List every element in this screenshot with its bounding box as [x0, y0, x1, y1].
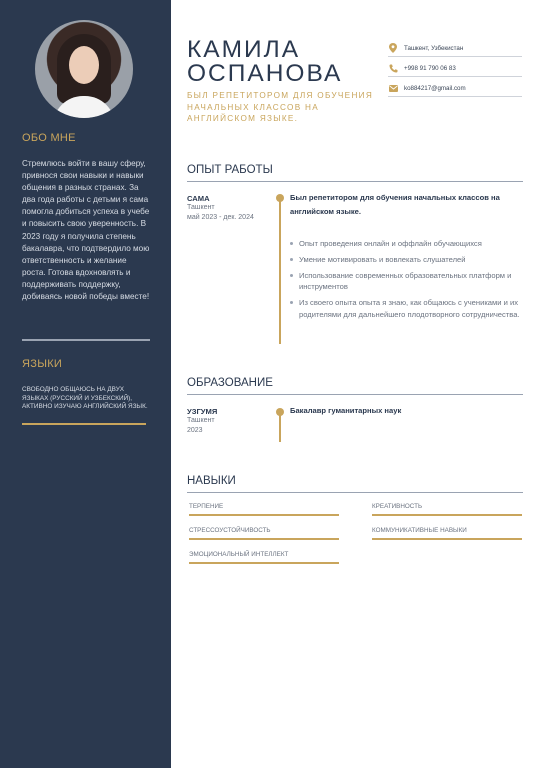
job-company: САМА — [187, 194, 210, 203]
skill-label: СТРЕССОУСТОЙЧИВОСТЬ — [189, 527, 271, 534]
email-text[interactable]: ko884217@gmail.com — [404, 84, 466, 92]
envelope-icon — [388, 83, 398, 93]
skill-bar — [372, 514, 522, 516]
languages-text: СВОБОДНО ОБЩАЮСЬ НА ДВУХ ЯЗЫКАХ (РУССКИЙ И УЗБЕКСКИЙ), АКТИВНО ИЗУЧАЮ АНГЛИЙСКИЙ ЯЗЫК. — [22, 386, 148, 411]
experience-divider — [187, 181, 523, 182]
skill-item — [189, 551, 339, 564]
education-city: Ташкент — [187, 417, 215, 424]
phone-icon — [388, 63, 398, 73]
about-text: Стремлюсь войти в вашу сферу, привнося свои навыки и навыки общения в разных странах. За два года работы с детьми я сама помогла добиться успеха в учебе и повысить свою уверенность. В 2023 году я получила степень бакалавра, что подтвердило мою ответственность и желание роста. Готова вдохновлять и поддерживать поддержку, добиваясь новой победы вместе! — [22, 159, 150, 302]
contact-email — [388, 80, 522, 97]
experience-timeline-dot — [276, 194, 284, 202]
skill-item — [372, 527, 522, 540]
contact-location — [388, 40, 522, 57]
education-heading: ОБРАЗОВАНИЕ — [187, 377, 273, 389]
languages-heading: ЯЗЫКИ — [22, 358, 63, 370]
phone-text[interactable]: +998 91 790 06 83 — [404, 64, 456, 72]
experience-heading: ОПЫТ РАБОТЫ — [187, 164, 273, 176]
list-item: Из своего опыта опыта я знаю, как общаюсь с учениками и их родителями для дальнейшего плодотворного сотрудничества. — [290, 297, 526, 321]
list-item: Опыт проведения онлайн и оффлайн обучающихся — [290, 238, 526, 250]
skills-divider — [187, 492, 523, 493]
job-dates: май 2023 - дек. 2024 — [187, 214, 254, 221]
sidebar-divider — [22, 339, 150, 341]
skill-bar — [189, 538, 339, 540]
skill-label: ТЕРПЕНИЕ — [189, 503, 224, 510]
avatar — [35, 20, 133, 118]
experience-timeline — [279, 196, 281, 344]
skill-item — [189, 527, 339, 540]
skills-heading: НАВЫКИ — [187, 475, 236, 487]
location-pin-icon — [388, 43, 398, 53]
education-school: УЗГУМЯ — [187, 407, 218, 416]
list-item: Умение мотивировать и вовлекать слушателей — [290, 254, 526, 266]
skill-bar — [372, 538, 522, 540]
skill-label: КРЕАТИВНОСТЬ — [372, 503, 423, 510]
avatar-face — [69, 46, 99, 84]
education-timeline-dot — [276, 408, 284, 416]
education-divider — [187, 394, 523, 395]
headline: БЫЛ РЕПЕТИТОРОМ ДЛЯ ОБУЧЕНИЯ НАЧАЛЬНЫХ КЛАССОВ НА АНГЛИЙСКОМ ЯЗЫКЕ. — [187, 91, 374, 123]
education-year: 2023 — [187, 427, 203, 434]
skill-bar — [189, 514, 339, 516]
full-name — [187, 38, 342, 86]
job-role: Был репетитором для обучения начальных классов на английском языке. — [290, 193, 500, 216]
skill-bar — [189, 562, 339, 564]
last-name: ОСПАНОВА — [187, 60, 343, 87]
education-degree: Бакалавр гуманитарных наук — [290, 406, 402, 415]
sidebar — [0, 0, 171, 768]
skill-item — [372, 503, 522, 516]
list-item: Использование современных образовательных платформ и инструментов — [290, 270, 526, 294]
skill-item — [189, 503, 339, 516]
job-city: Ташкент — [187, 204, 215, 211]
about-heading: ОБО МНЕ — [22, 132, 76, 144]
location-text: Ташкент, Узбекистан — [404, 44, 464, 52]
skill-label: ЭМОЦИОНАЛЬНЫЙ ИНТЕЛЛЕКТ — [189, 551, 289, 558]
job-bullets — [290, 238, 526, 325]
languages-bar — [22, 423, 146, 425]
first-name: КАМИЛА — [187, 36, 301, 63]
contact-phone — [388, 60, 522, 77]
skill-label: КОММУНИКАТИВНЫЕ НАВЫКИ — [372, 527, 467, 534]
